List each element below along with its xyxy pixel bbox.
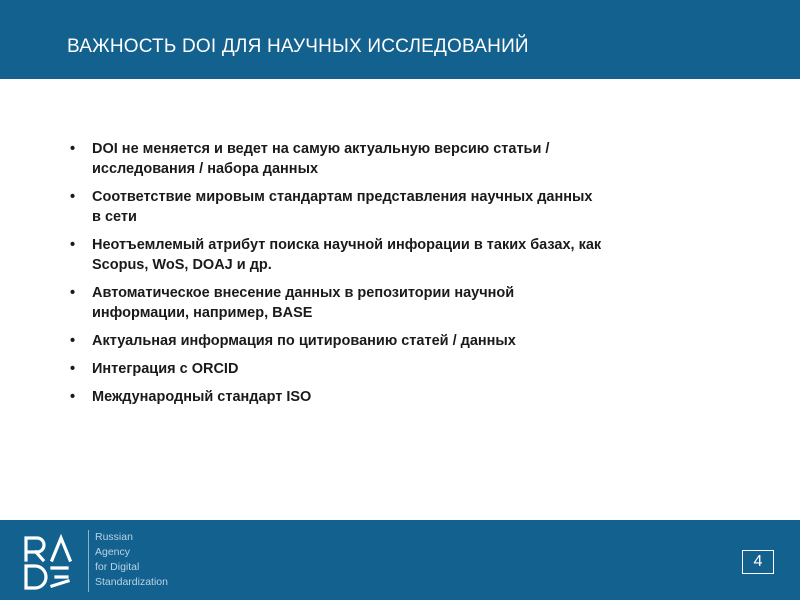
logo-line: Standardization xyxy=(95,576,168,588)
logo-divider xyxy=(88,530,89,592)
logo-line: Russian xyxy=(95,531,133,543)
list-item-line: Международный стандарт ISO xyxy=(92,389,312,405)
list-item-line: Scopus, WoS, DOAJ и др. xyxy=(92,257,272,273)
rads-logo-icon xyxy=(22,532,82,592)
list-item xyxy=(70,387,730,407)
header-bar xyxy=(0,0,800,79)
bullet-icon: • xyxy=(70,237,76,253)
page-number: 4 xyxy=(742,550,774,574)
bullet-icon: • xyxy=(70,389,76,405)
bullet-icon: • xyxy=(70,189,76,205)
list-item xyxy=(70,359,730,379)
slide-title: ВАЖНОСТЬ DOI ДЛЯ НАУЧНЫХ ИССЛЕДОВАНИЙ xyxy=(67,36,529,57)
list-item-line: DOI не меняется и ведет на самую актуальную версию статьи / xyxy=(92,141,550,157)
bullet-icon: • xyxy=(70,141,76,157)
list-item-line: исследования / набора данных xyxy=(92,161,319,177)
list-item xyxy=(70,331,730,351)
list-item xyxy=(70,187,730,227)
list-item xyxy=(70,283,730,323)
logo-line: Agency xyxy=(95,546,131,558)
list-item xyxy=(70,235,730,275)
bullet-icon: • xyxy=(70,333,76,349)
bullet-list xyxy=(70,139,730,407)
footer-bar xyxy=(0,520,800,600)
bullet-icon: • xyxy=(70,361,76,377)
content-area xyxy=(70,139,730,415)
list-item-line: Автоматическое внесение данных в репозитории научной xyxy=(92,285,515,301)
logo-line: for Digital xyxy=(95,561,140,573)
list-item-line: Неотъемлемый атрибут поиска научной инфорации в таких базах, как xyxy=(92,237,602,253)
bullet-icon: • xyxy=(70,285,76,301)
list-item-line: Соответствие мировым стандартам представления научных данных xyxy=(92,189,593,205)
list-item-line: Интеграция с ORCID xyxy=(92,361,239,377)
list-item xyxy=(70,139,730,179)
list-item-line: в сети xyxy=(92,209,137,225)
logo-wordmark xyxy=(95,530,168,590)
list-item-line: информации, например, BASE xyxy=(92,305,313,321)
list-item-line: Актуальная информация по цитированию статей / данных xyxy=(92,333,516,349)
